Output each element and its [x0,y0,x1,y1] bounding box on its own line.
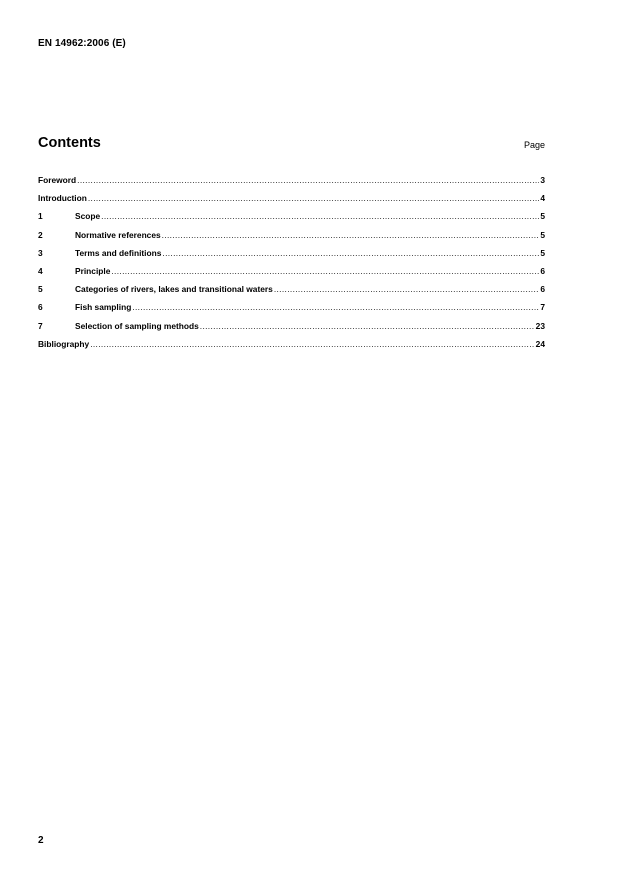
toc-entry-title: Selection of sampling methods [75,320,199,331]
toc-entry-page: 6 [540,265,545,276]
toc-dot-leader [101,211,539,221]
toc-entry-number: 5 [38,284,43,295]
toc-entry-page: 5 [540,211,545,222]
toc-entry-terms-and-definitions[interactable] [38,248,545,266]
toc-entry-number: 1 [38,211,43,222]
toc-entry-page: 4 [540,193,545,204]
toc-entry-page: 3 [540,175,545,185]
toc-entry-page: 6 [540,284,545,295]
page-column-label: Page [523,140,545,150]
toc-dot-leader [77,175,539,185]
toc-entry-page: 24 [535,338,545,349]
table-of-contents [38,175,545,357]
toc-entry-title: Normative references [75,229,161,240]
toc-entry-number: 6 [38,302,43,313]
document-header: EN 14962:2006 (E) [38,38,126,49]
toc-dot-leader [162,230,540,240]
toc-entry-number: 2 [38,229,43,240]
toc-entry-bibliography[interactable] [38,339,545,357]
toc-entry-page: 7 [540,302,545,313]
toc-dot-leader [162,248,539,258]
toc-dot-leader [200,321,535,331]
toc-entry-title: Scope [75,211,101,222]
toc-entry-number: 4 [38,265,43,276]
toc-entry-title: Introduction [38,193,87,204]
toc-entry-number: 3 [38,247,43,258]
toc-entry-title: Terms and definitions [75,247,162,258]
toc-entry-introduction[interactable] [38,193,545,211]
toc-entry-categories[interactable] [38,284,545,302]
toc-dot-leader [111,266,539,276]
toc-dot-leader [88,193,539,203]
toc-entry-title: Principle [75,265,111,276]
toc-entry-scope[interactable] [38,211,545,229]
toc-entry-fish-sampling[interactable] [38,302,545,320]
toc-entry-principle[interactable] [38,266,545,284]
toc-entry-title: Categories of rivers, lakes and transitional waters [75,284,273,295]
toc-entry-page: 23 [535,320,545,331]
toc-entry-title: Foreword [38,175,77,185]
toc-entry-title: Bibliography [38,338,90,349]
toc-entry-page: 5 [540,247,545,258]
toc-entry-title: Fish sampling [75,302,132,313]
toc-entry-normative-references[interactable] [38,230,545,248]
toc-entry-page: 5 [540,229,545,240]
contents-heading: Contents [38,135,101,151]
page-number: 2 [38,835,44,846]
toc-entry-foreword[interactable] [38,175,545,193]
toc-dot-leader [132,302,539,312]
toc-entry-number: 7 [38,320,43,331]
toc-entry-selection-of-sampling-methods[interactable] [38,321,545,339]
toc-dot-leader [274,284,540,294]
toc-dot-leader [90,339,534,349]
